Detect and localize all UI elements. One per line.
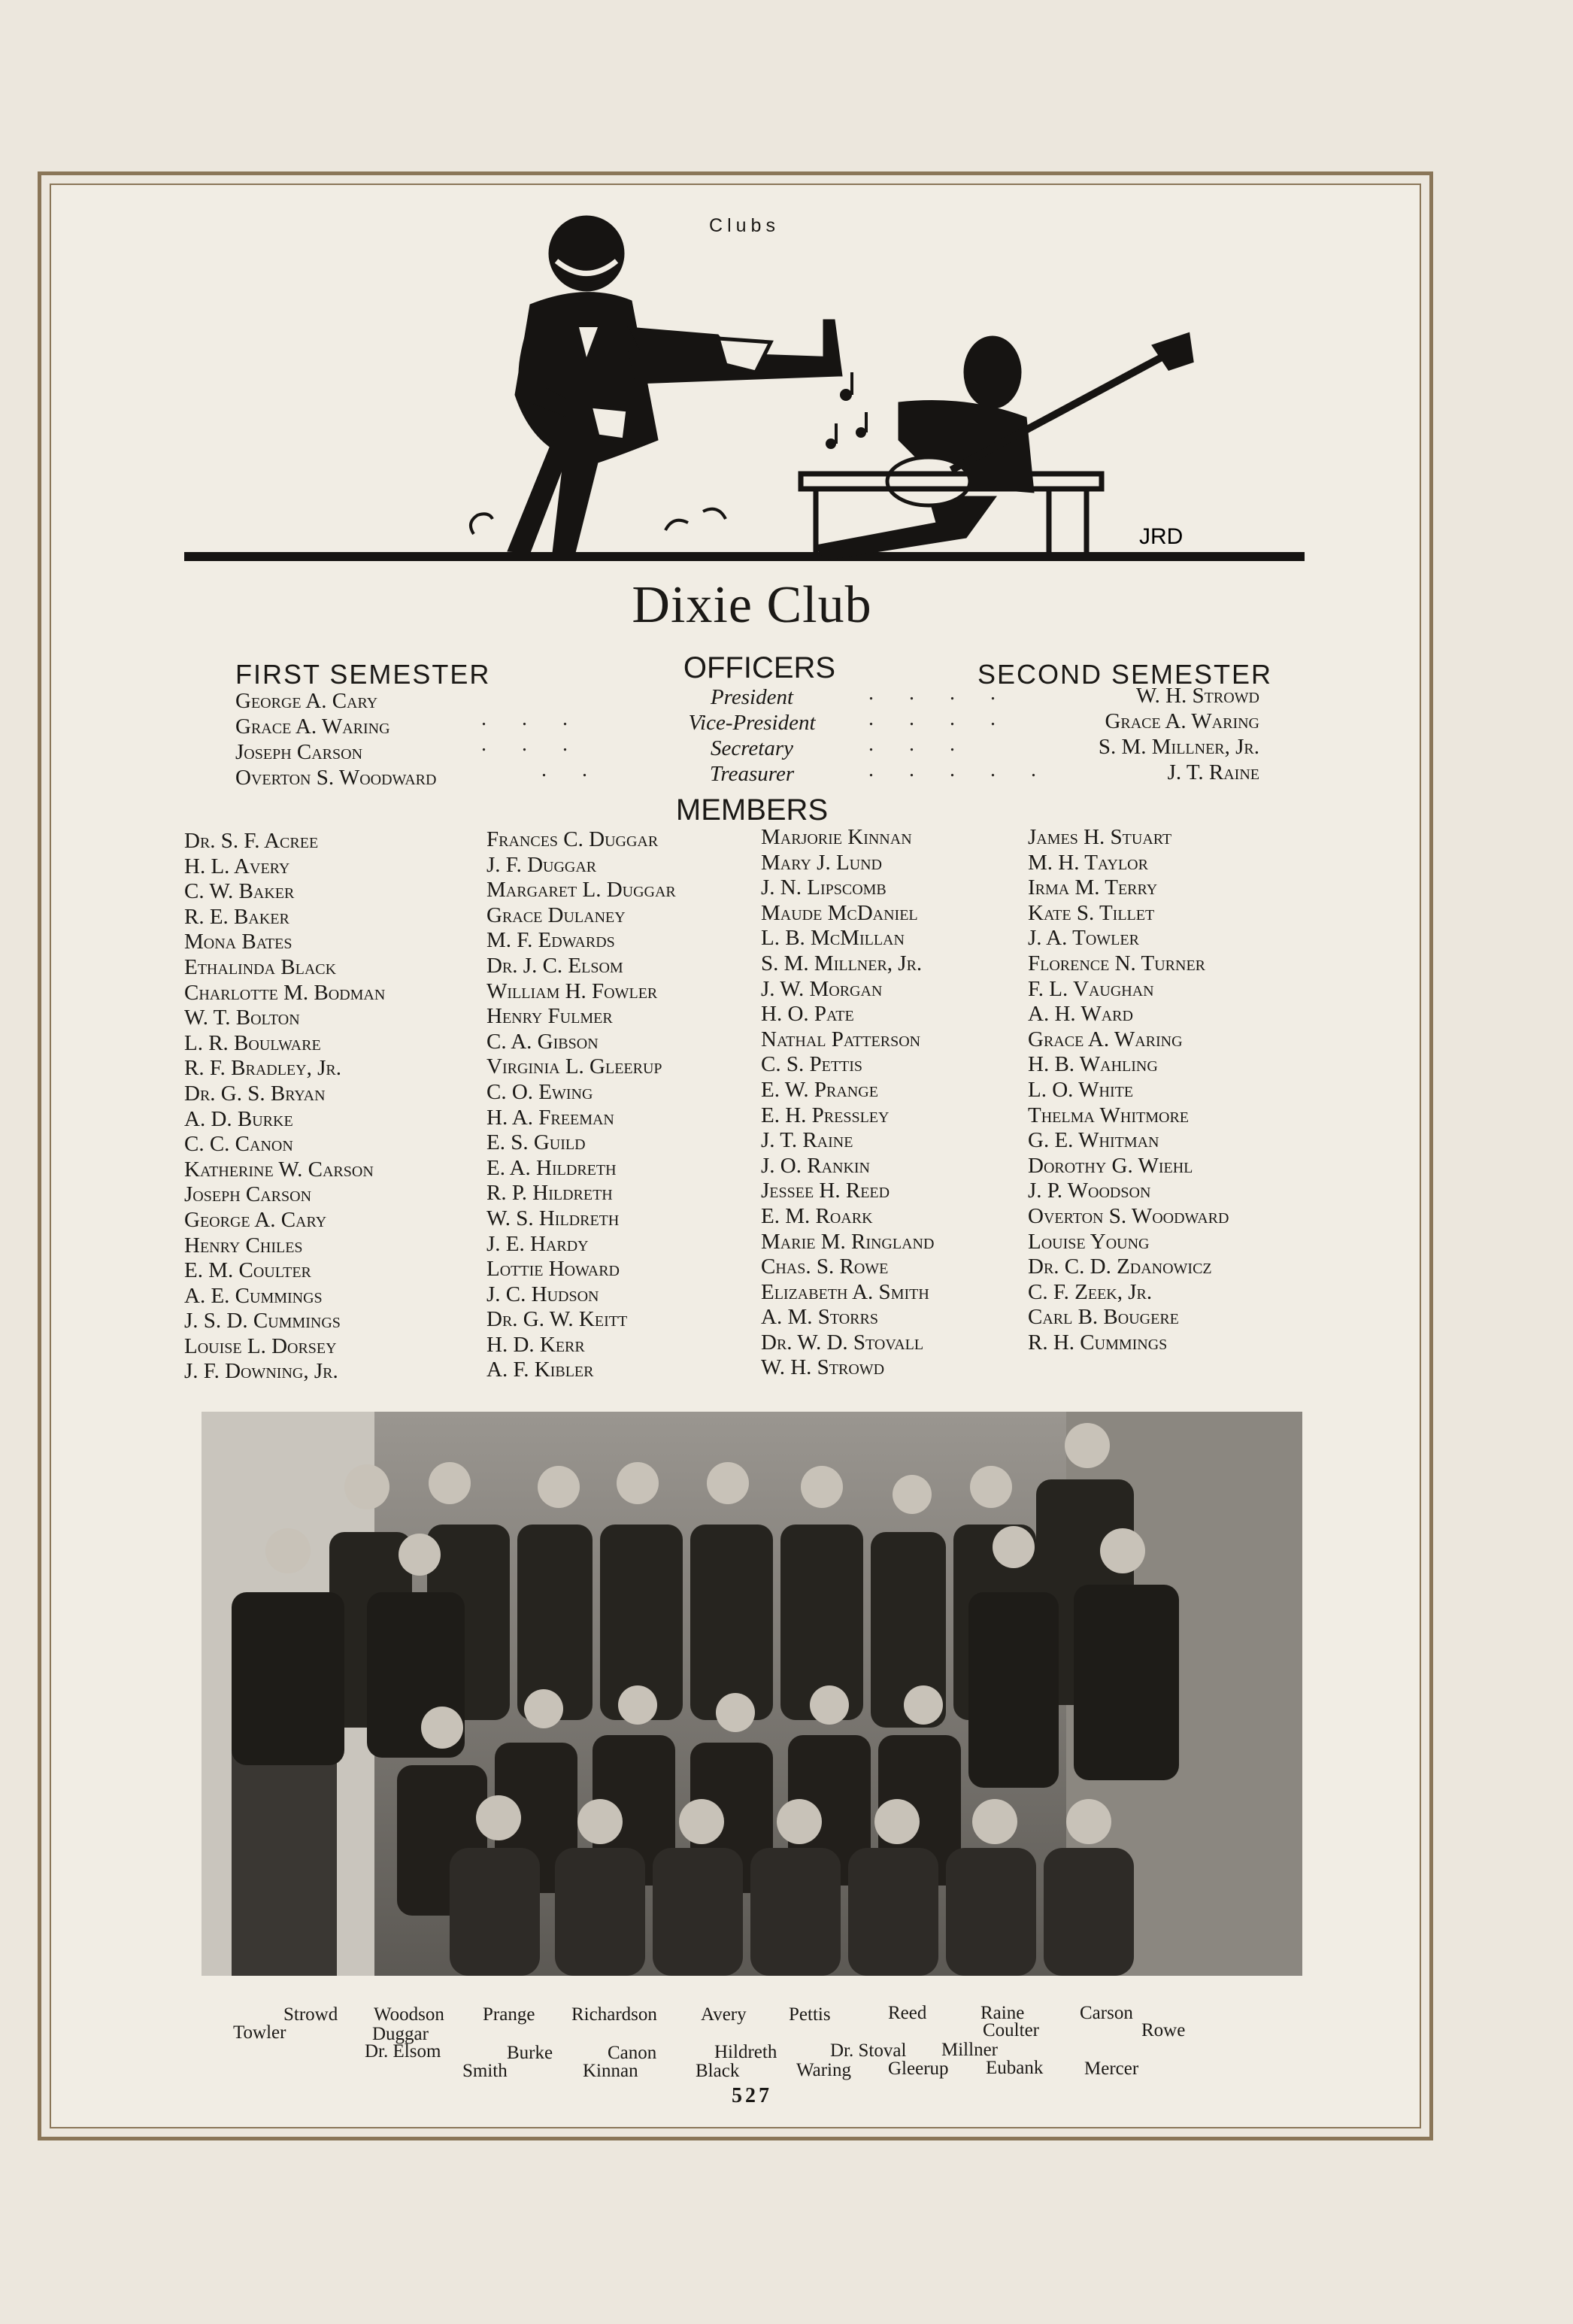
member-name: J. F. Duggar — [486, 852, 597, 877]
caption-name: Raine — [980, 2003, 1025, 2023]
officer-role-vice-president: Vice-President — [688, 711, 816, 735]
member-name: F. L. Vaughan — [1028, 976, 1154, 1001]
member-name: W. S. Hildreth — [486, 1206, 620, 1230]
member-name: J. A. Towler — [1028, 926, 1139, 951]
illustrator-signature: JRD — [1139, 524, 1184, 549]
member-name: H. D. Kerr — [486, 1332, 585, 1357]
member-name: C. W. Baker — [184, 879, 295, 904]
member-name: Chas. S. Rowe — [761, 1255, 889, 1279]
member-name: Henry Chiles — [184, 1233, 303, 1258]
officer-second-vice-president: Grace A. Waring — [1105, 709, 1259, 733]
members-heading: MEMBERS — [675, 793, 829, 827]
leader-dots: . . . . — [868, 707, 1011, 730]
member-name: Grace A. Waring — [1028, 1027, 1183, 1051]
member-name: Katherine W. Carson — [184, 1157, 374, 1182]
member-name: Florence N. Turner — [1028, 951, 1206, 975]
member-name: Overton S. Woodward — [1028, 1203, 1229, 1228]
member-name: E. M. Coulter — [184, 1258, 311, 1283]
member-name: M. F. Edwards — [486, 928, 615, 953]
member-name: Dr. J. C. Elsom — [486, 953, 623, 978]
member-name: E. S. Guild — [486, 1130, 586, 1155]
caption-name: Duggar — [372, 2024, 429, 2044]
member-name: Maude McDaniel — [761, 900, 918, 925]
member-name: L. B. McMillan — [761, 926, 905, 951]
caption-name: Pettis — [789, 2004, 831, 2025]
member-name: E. M. Roark — [761, 1203, 873, 1228]
leader-dots: . . . . . — [868, 758, 1051, 781]
member-name: R. E. Baker — [184, 904, 289, 929]
officer-role-secretary: Secretary — [710, 736, 794, 760]
leader-dots: . . . — [481, 733, 583, 756]
member-name: H. A. Freeman — [486, 1105, 614, 1130]
member-name: J. T. Raine — [761, 1128, 853, 1153]
member-name: Irma M. Terry — [1028, 875, 1158, 900]
member-name: C. O. Ewing — [486, 1079, 593, 1104]
member-name: Thelma Whitmore — [1028, 1103, 1190, 1127]
caption-name: Dr. Elsom — [365, 2041, 441, 2062]
officer-first-treasurer: Overton S. Woodward — [235, 766, 437, 790]
member-name: J. P. Woodson — [1028, 1179, 1151, 1203]
dancer-banjo-illustration — [177, 214, 1320, 575]
caption-name: Avery — [701, 2004, 747, 2025]
member-name: Jessee H. Reed — [761, 1179, 890, 1203]
member-name: Carl B. Bougere — [1028, 1305, 1179, 1330]
member-name: S. M. Millner, Jr. — [761, 951, 923, 975]
caption-name: Reed — [888, 2003, 927, 2023]
member-name: A. M. Storrs — [761, 1305, 878, 1330]
officer-role-treasurer: Treasurer — [709, 762, 795, 786]
leader-dots: . . . — [481, 707, 583, 730]
member-name: A. D. Burke — [184, 1106, 293, 1131]
member-name: R. F. Bradley, Jr. — [184, 1056, 341, 1081]
caption-name: Waring — [796, 2060, 851, 2080]
member-name: H. O. Pate — [761, 1002, 854, 1027]
stair-post — [232, 1735, 337, 1976]
member-name: J. O. Rankin — [761, 1153, 871, 1178]
caption-name: Hildreth — [714, 2042, 777, 2062]
members-column-4 — [1028, 825, 1229, 1355]
ground-line — [184, 552, 1305, 561]
officer-second-treasurer: J. T. Raine — [1167, 760, 1259, 784]
caption-name: Mercer — [1084, 2059, 1139, 2079]
members-column-2 — [486, 827, 676, 1383]
caption-name: Canon — [608, 2043, 657, 2063]
caption-name: Millner — [941, 2040, 998, 2060]
member-name: A. E. Cummings — [184, 1283, 323, 1308]
music-notes — [826, 372, 868, 449]
caption-name: Woodson — [374, 2004, 444, 2025]
group-photograph — [202, 1412, 1302, 1976]
caption-name: Black — [696, 2061, 740, 2081]
member-name: H. L. Avery — [184, 854, 290, 878]
officer-second-secretary: S. M. Millner, Jr. — [1098, 735, 1259, 759]
member-name: J. S. D. Cummings — [184, 1309, 341, 1333]
member-name: Mona Bates — [184, 930, 292, 954]
first-semester-heading: FIRST SEMESTER — [235, 659, 491, 690]
member-name: Elizabeth A. Smith — [761, 1279, 929, 1304]
member-name: G. E. Whitman — [1028, 1128, 1159, 1153]
caption-name: Richardson — [571, 2004, 657, 2025]
officer-first-president: George A. Cary — [235, 689, 378, 713]
member-name: Lottie Howard — [486, 1257, 620, 1282]
member-name: George A. Cary — [184, 1207, 327, 1232]
member-name: C. C. Canon — [184, 1132, 293, 1157]
members-column-1 — [184, 829, 385, 1385]
member-name: Marie M. Ringland — [761, 1229, 935, 1254]
member-name: C. A. Gibson — [486, 1029, 599, 1054]
member-name: R. H. Cummings — [1028, 1330, 1168, 1355]
caption-name: Kinnan — [583, 2061, 638, 2081]
officer-role-president: President — [710, 685, 794, 709]
members-column-3 — [761, 825, 934, 1381]
member-name: Louise Young — [1028, 1229, 1150, 1254]
member-name: L. R. Boulware — [184, 1030, 321, 1055]
member-name: James H. Stuart — [1028, 825, 1172, 849]
member-name: Dorothy G. Wiehl — [1028, 1153, 1193, 1178]
member-name: Nathal Patterson — [761, 1027, 921, 1051]
officer-second-president: W. H. Strowd — [1135, 684, 1259, 708]
member-name: Virginia L. Gleerup — [486, 1054, 662, 1079]
club-title: Dixie Club — [632, 576, 872, 634]
member-name: E. A. Hildreth — [486, 1155, 617, 1180]
member-name: H. B. Wahling — [1028, 1052, 1158, 1077]
member-name: E. W. Prange — [761, 1077, 878, 1102]
member-name: Dr. G. W. Keitt — [486, 1307, 628, 1332]
caption-name: Coulter — [983, 2020, 1039, 2040]
member-name: C. S. Pettis — [761, 1052, 863, 1077]
member-name: A. F. Kibler — [486, 1358, 594, 1382]
member-name: J. E. Hardy — [486, 1231, 589, 1256]
officer-first-vice-president: Grace A. Waring — [235, 714, 390, 739]
member-name: Louise L. Dorsey — [184, 1333, 337, 1358]
second-semester-heading: SECOND SEMESTER — [977, 659, 1273, 690]
section-header: Clubs — [709, 215, 780, 236]
caption-name: Smith — [462, 2061, 508, 2081]
member-name: Joseph Carson — [184, 1182, 312, 1207]
caption-name: Prange — [483, 2004, 535, 2025]
member-name: Dr. C. D. Zdanowicz — [1028, 1255, 1212, 1279]
member-name: Dr. G. S. Bryan — [184, 1081, 326, 1106]
caption-name: Dr. Stoval — [830, 2040, 907, 2061]
member-name: Grace Dulaney — [486, 903, 626, 927]
member-name: E. H. Pressley — [761, 1103, 890, 1127]
member-name: Frances C. Duggar — [486, 827, 659, 851]
member-name: R. P. Hildreth — [486, 1181, 613, 1206]
member-name: Mary J. Lund — [761, 850, 882, 875]
caption-name: Gleerup — [888, 2059, 949, 2079]
leader-dots: . . — [541, 758, 602, 781]
officers-heading: OFFICERS — [683, 651, 836, 684]
member-name: William H. Fowler — [486, 978, 658, 1003]
caption-name: Strowd — [283, 2004, 338, 2025]
member-name: Kate S. Tillet — [1028, 900, 1155, 925]
caption-name: Towler — [233, 2022, 286, 2043]
member-name: Marjorie Kinnan — [761, 825, 912, 849]
member-name: C. F. Zeek, Jr. — [1028, 1279, 1153, 1304]
member-name: Henry Fulmer — [486, 1004, 613, 1029]
member-name: J. W. Morgan — [761, 976, 883, 1001]
caption-name: Burke — [507, 2043, 553, 2063]
dust-puffs — [471, 509, 726, 534]
member-name: W. H. Strowd — [761, 1355, 885, 1380]
member-name: J. C. Hudson — [486, 1282, 599, 1306]
page-number: 527 — [732, 2084, 772, 2107]
member-name: M. H. Taylor — [1028, 850, 1148, 875]
member-name: Ethalinda Black — [184, 954, 337, 979]
dancer-figure — [508, 216, 842, 553]
member-name: Dr. S. F. Acree — [184, 829, 319, 853]
banjo-player-figure — [816, 336, 1034, 560]
leader-dots: . . . — [868, 733, 970, 756]
officer-first-secretary: Joseph Carson — [235, 740, 363, 764]
caption-name: Carson — [1080, 2003, 1133, 2023]
member-name: Dr. W. D. Stovall — [761, 1330, 924, 1355]
leader-dots: . . . . — [868, 681, 1011, 705]
member-name: J. N. Lipscomb — [761, 875, 887, 900]
member-name: Margaret L. Duggar — [486, 878, 676, 903]
member-name: W. T. Bolton — [184, 1006, 300, 1030]
member-name: Charlotte M. Bodman — [184, 980, 386, 1005]
member-name: L. O. White — [1028, 1077, 1134, 1102]
caption-name: Eubank — [986, 2058, 1044, 2078]
caption-name: Rowe — [1141, 2020, 1186, 2040]
member-name: J. F. Downing, Jr. — [184, 1359, 338, 1384]
member-name: A. H. Ward — [1028, 1002, 1133, 1027]
